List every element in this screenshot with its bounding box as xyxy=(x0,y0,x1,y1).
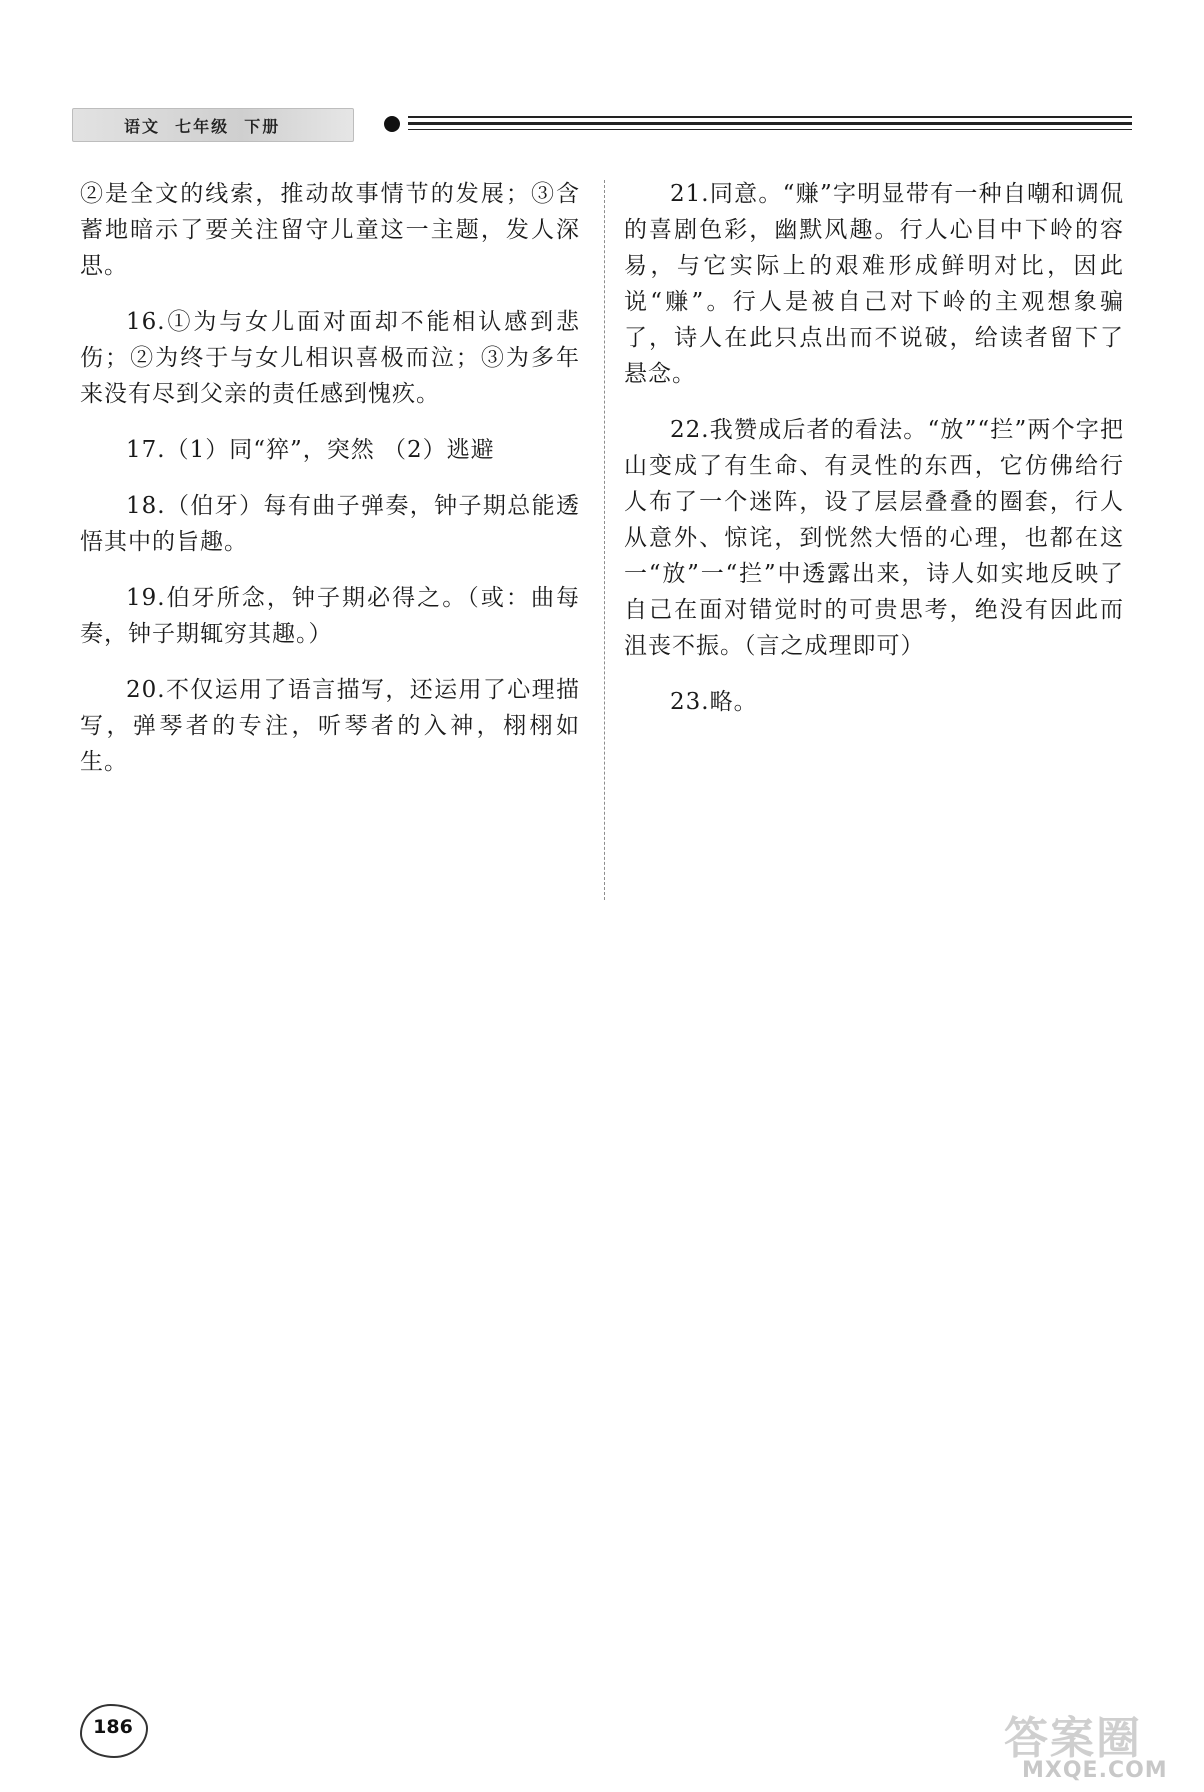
answer-17: 17.（1）同“猝”，突然 （2）逃避 xyxy=(126,437,495,463)
watermark-logo xyxy=(1004,1702,1194,1788)
left-column xyxy=(80,176,580,800)
page-number: 186 xyxy=(93,1716,133,1738)
right-column xyxy=(624,176,1124,740)
answer-18: 18.（伯牙）每有曲子弹奏，钟子期总能透悟其中的旨趣。 xyxy=(80,493,580,555)
header-rule-middle xyxy=(408,122,1132,125)
watermark-sub-text: MXQE.COM xyxy=(1022,1758,1168,1783)
header-rule-top xyxy=(408,116,1132,118)
answer-22: 22.我赞成后者的看法。“放”“拦”两个字把山变成了有生命、有灵性的东西，它仿佛给行人布了一个迷阵，设了层层叠叠的圈套，行人从意外、惊诧，到恍然大悟的心理，也都在这一“放”一“拦”中透露出来，诗人如实地反映了自己在面对错觉时的可贵思考，绝没有因此而沮丧不振。（言之成理即可） xyxy=(624,417,1124,659)
header-title: 语文 七年级 下册 xyxy=(124,117,281,136)
header-rule-bottom xyxy=(408,129,1132,130)
answer-16: 16.①为与女儿面对面却不能相认感到悲伤；②为终于与女儿相识喜极而泣；③为多年来没有尽到父亲的责任感到愧疚。 xyxy=(80,309,580,407)
answer-19: 19.伯牙所念，钟子期必得之。（或：曲每奏，钟子期辄穷其趣。） xyxy=(80,585,580,647)
answer-continuation: ②是全文的线索，推动故事情节的发展；③含蓄地暗示了要关注留守儿童这一主题，发人深思。 xyxy=(80,181,580,279)
answer-21: 21.同意。“赚”字明显带有一种自嘲和调侃的喜剧色彩，幽默风趣。行人心目中下岭的容易，与它实际上的艰难形成鲜明对比，因此说“赚”。行人是被自己对下岭的主观想象骗了，诗人在此只点出而不说破，给读者留下了悬念。 xyxy=(624,181,1124,387)
column-divider xyxy=(604,180,605,900)
page-header xyxy=(72,100,1132,140)
answer-23: 23.略。 xyxy=(670,689,758,715)
watermark-main-text: 答案圈 xyxy=(1004,1713,1142,1764)
answer-20: 20.不仅运用了语言描写，还运用了心理描写，弹琴者的专注，听琴者的入神，栩栩如生。 xyxy=(80,677,580,775)
header-dot-ornament xyxy=(384,116,400,132)
